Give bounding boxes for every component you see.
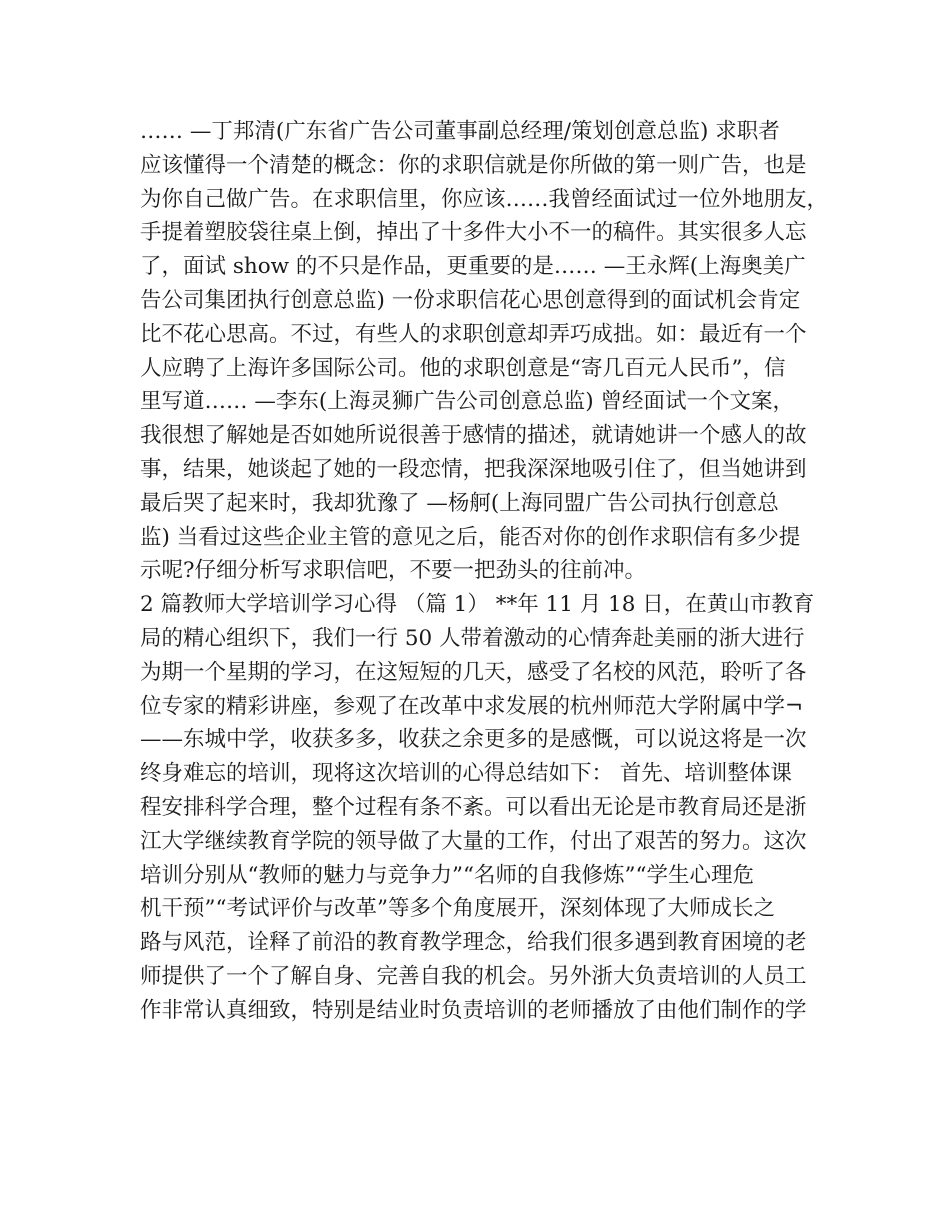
body-text: [140, 115, 830, 1028]
text-line: 应该懂得一个清楚的概念：你的求职信就是你所做的第一则广告，也是: [140, 152, 807, 178]
text-line: 机干预”“考试评价与改革”等多个角度展开，深刻体现了大师成长之: [140, 896, 775, 922]
text-line: 局的精心组织下，我们一行 50 人带着激动的心情奔赴美丽的浙大进行: [140, 625, 805, 651]
text-line: 为期一个星期的学习，在这短短的几天，感受了名校的风范，聆听了各: [140, 659, 807, 685]
text-line: 位专家的精彩讲座，参观了在改革中求发展的杭州师范大学附属中学¬: [140, 693, 804, 719]
text-line: 培训分别从“教师的魅力与竞争力”“名师的自我修炼”“学生心理危: [140, 862, 754, 888]
text-line: 终身难忘的培训，现将这次培训的心得总结如下： 首先、培训整体课: [140, 761, 792, 787]
text-line: 了，面试 show 的不只是作品，更重要的是…… —王永辉(上海奥美广: [140, 254, 806, 280]
text-line: 路与风范，诠释了前沿的教育教学理念，给我们很多遇到教育困境的老: [140, 930, 807, 956]
text-line: …… —丁邦清(广东省广告公司董事副总经理/策划创意总监) 求职者: [140, 119, 780, 144]
text-line: ——东城中学，收获多多，收获之余更多的是感慨，可以说这将是一次: [140, 727, 807, 753]
text-line: 人应聘了上海许多国际公司。他的求职创意是“寄几百元人民币”，信: [140, 355, 786, 381]
text-line: 示呢?仔细分析写求职信吧，不要一把劲头的往前冲。: [140, 558, 647, 584]
text-line: 里写道…… —李东(上海灵狮广告公司创意总监) 曾经面试一个文案，: [140, 389, 794, 415]
text-line: 师提供了一个了解自身、完善自我的机会。另外浙大负责培训的人员工: [140, 963, 807, 989]
text-line: 江大学继续教育学院的领导做了大量的工作，付出了艰苦的努力。这次: [140, 828, 807, 854]
text-line: 程安排科学合理，整个过程有条不紊。可以看出无论是市教育局还是浙: [140, 794, 807, 820]
text-line: 最后哭了起来时，我却犹豫了 —杨舸(上海同盟广告公司执行创意总: [140, 490, 779, 516]
text-line: 我很想了解她是否如她所说很善于感情的描述，就请她讲一个感人的故: [140, 423, 807, 449]
text-line: 比不花心思高。不过，有些人的求职创意却弄巧成拙。如：最近有一个: [140, 321, 807, 347]
text-line: 事，结果，她谈起了她的一段恋情，把我深深地吸引住了，但当她讲到: [140, 456, 807, 482]
text-line: 为你自己做广告。在求职信里，你应该……我曾经面试过一位外地朋友，: [140, 186, 829, 212]
text-line: 告公司集团执行创意总监) 一份求职信花心思创意得到的面试机会肯定: [140, 287, 801, 313]
text-line: 作非常认真细致，特别是结业时负责培训的老师播放了由他们制作的学: [140, 997, 807, 1023]
text-line: 2 篇教师大学培训学习心得 （篇 1） **年 11 月 18 日，在黄山市教育: [140, 592, 815, 618]
text-line: 监) 当看过这些企业主管的意见之后，能否对你的创作求职信有多少提: [140, 524, 801, 550]
text-line: 手提着塑胶袋往桌上倒，掉出了十多件大小不一的稿件。其实很多人忘: [140, 220, 807, 246]
